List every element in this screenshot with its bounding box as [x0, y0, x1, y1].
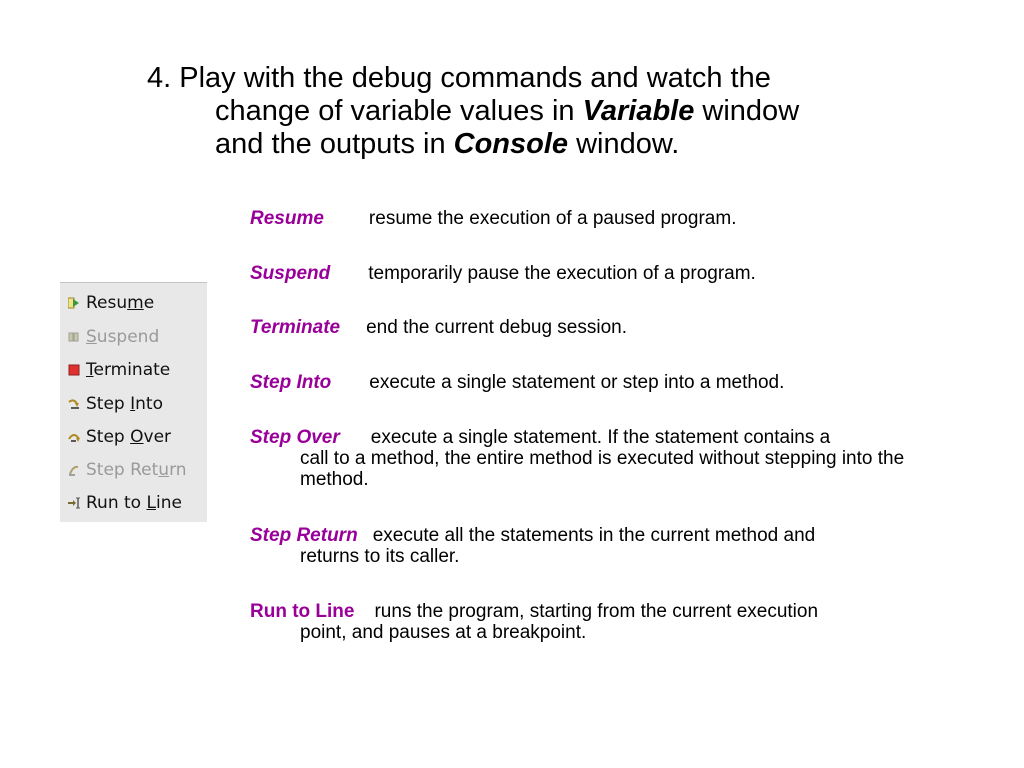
command-step-over	[250, 427, 950, 490]
debug-menu	[60, 282, 207, 522]
menu-item-label: Suspend	[86, 326, 160, 347]
command-description-continued: call to a method, the entire method is executed without stepping into the method.	[300, 448, 905, 490]
command-name: Step Over	[250, 427, 340, 448]
command-description: resume the execution of a paused program.	[368, 208, 737, 229]
command-description: end the current debug session.	[366, 317, 628, 338]
command-resume	[250, 208, 950, 229]
command-run-to-line	[250, 601, 950, 643]
menu-item-suspend[interactable]	[60, 320, 207, 353]
command-step-return	[250, 525, 950, 567]
command-description: execute all the statements in the current method and	[372, 525, 816, 546]
command-step-into	[250, 372, 950, 393]
heading-number: 4.	[147, 62, 172, 94]
command-description-continued: returns to its caller.	[300, 546, 460, 567]
heading-line-3	[147, 128, 947, 161]
menu-item-terminate[interactable]	[60, 353, 207, 386]
step-into-icon	[68, 398, 80, 410]
step-over-icon	[68, 431, 80, 443]
command-terminate	[250, 317, 950, 338]
command-description: execute a single statement or step into a method.	[369, 372, 785, 393]
menu-item-label: Run to Line	[86, 492, 182, 513]
console-window-term: Console	[453, 128, 569, 160]
menu-item-step-into[interactable]	[60, 387, 207, 420]
menu-item-step-over[interactable]	[60, 420, 207, 453]
heading-line-2-text: change of variable values in	[215, 95, 583, 127]
menu-item-label: Step Into	[86, 393, 163, 414]
command-description: execute a single statement. If the statement contains a	[370, 427, 831, 448]
command-suspend	[250, 263, 950, 284]
command-name: Step Into	[250, 372, 332, 393]
heading-line-1-text: Play with the debug commands and watch the	[179, 62, 771, 94]
menu-item-label: Step Over	[86, 426, 172, 447]
command-name: Run to Line	[250, 601, 355, 622]
menu-item-step-return[interactable]	[60, 453, 207, 486]
heading-line-2	[147, 95, 947, 128]
heading-line-1	[147, 62, 947, 95]
menu-item-label: Terminate	[86, 359, 171, 380]
heading-line-3-suffix: window.	[568, 128, 680, 160]
command-description: runs the program, starting from the current execution	[374, 601, 819, 622]
command-name: Terminate	[250, 317, 341, 338]
resume-icon	[68, 297, 80, 309]
menu-item-label: Step Return	[86, 459, 187, 480]
command-description: temporarily pause the execution of a program.	[368, 263, 756, 284]
terminate-icon	[68, 364, 80, 376]
command-name: Suspend	[250, 263, 331, 284]
run-to-line-icon	[68, 497, 80, 509]
heading-line-2-suffix: window	[694, 95, 800, 127]
instruction-heading	[147, 62, 947, 161]
command-name: Step Return	[250, 525, 358, 546]
command-description-continued: point, and pauses at a breakpoint.	[300, 622, 587, 643]
step-return-icon	[68, 464, 80, 476]
suspend-icon	[68, 331, 80, 343]
variable-window-term: Variable	[582, 95, 695, 127]
menu-item-run-to-line[interactable]	[60, 486, 207, 519]
menu-item-resume[interactable]	[60, 286, 207, 319]
menu-item-label: Resume	[86, 292, 155, 313]
command-name: Resume	[250, 208, 324, 229]
heading-line-3-text: and the outputs in	[215, 128, 454, 160]
